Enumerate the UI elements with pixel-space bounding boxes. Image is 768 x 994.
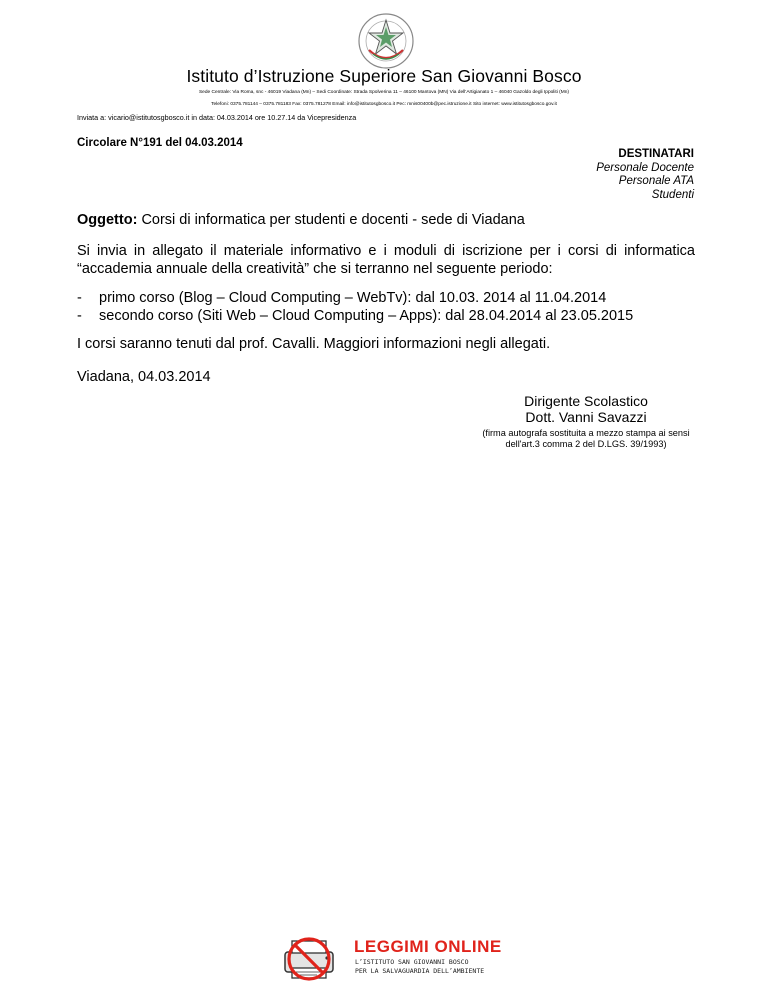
signature-name: Dott. Vanni Savazzi [525,409,647,425]
logo-title: LEGGIMI ONLINE [354,937,502,956]
signature-note [476,428,696,449]
list-item [77,290,633,308]
signature-note-line: (firma autografa sostituita a mezzo stampa ai sensi [482,428,690,438]
recipient-item: Personale Docente [596,161,694,174]
logo-subtitle [355,958,484,976]
logo-subtitle-line: L’ISTITUTO SAN GIOVANNI BOSCO [355,958,469,966]
school-contacts: Telefoni: 0375.781144 – 0375.781183 Fax: 0375.781278 Email: info@istitutosgbosco.it Pec: mnis00400b@pec.istruzione.it Sito internet: www.istitutosgbosco.gov.it [211,102,557,107]
subject-text: Corsi di informatica per studenti e docenti - sede di Viadana [141,212,525,228]
school-name: Istituto d’Istruzione Superiore San Giovanni Bosco [186,66,582,86]
subject-line [77,212,525,228]
sent-info: Inviata a: vicario@istitutosgbosco.it in data: 04.03.2014 ore 10.27.14 da Vicepresidenza [77,113,357,122]
body-paragraph: Si invia in allegato il materiale informativo e i moduli di iscrizione per i corsi di informatica “accademia annuale della creatività” che si terranno nel seguente periodo: [77,243,695,277]
logo-subtitle-line: PER LA SALVAGUARDIA DELL’AMBIENTE [355,967,485,975]
footer-logo [279,935,509,981]
italian-republic-emblem-icon [355,10,417,72]
list-marker: - [77,290,82,306]
subject-label: Oggetto: [77,212,138,228]
recipients-heading: DESTINATARI [618,148,694,160]
list-item [77,308,633,326]
crossed-out-printer-icon [279,935,341,981]
school-address: Sede Centrale: Via Roma, snc - 46019 Viadana (Mn) – Sedi Coordinate: Strada Spolverina 11 – 46100 Mantova (MN) Via dell’Artigianato 1 – 46040 Gazoldo degli Ippoliti (Mn) [198,90,570,95]
recipients-block [596,148,694,202]
list-marker: - [77,307,82,324]
recipient-item: Personale ATA [618,175,694,187]
place-date: Viadana, 04.03.2014 [77,369,211,385]
teacher-note: I corsi saranno tenuti dal prof. Cavalli. Maggiori informazioni negli allegati. [77,336,551,352]
course-list [77,290,633,325]
signature-role: Dirigente Scolastico [524,393,648,409]
circular-number: Circolare N°191 del 04.03.2014 [77,137,243,149]
recipient-item: Studenti [651,188,694,201]
course-second: secondo corso (Siti Web – Cloud Computing – Apps): dal 28.04.2014 al 23.05.2015 [99,307,634,324]
signature-block [476,393,696,449]
signature-note-line: dell'art.3 comma 2 del D.LGS. 39/1993) [505,438,667,449]
course-first: primo corso (Blog – Cloud Computing – WebTv): dal 10.03. 2014 al 11.04.2014 [99,290,607,306]
